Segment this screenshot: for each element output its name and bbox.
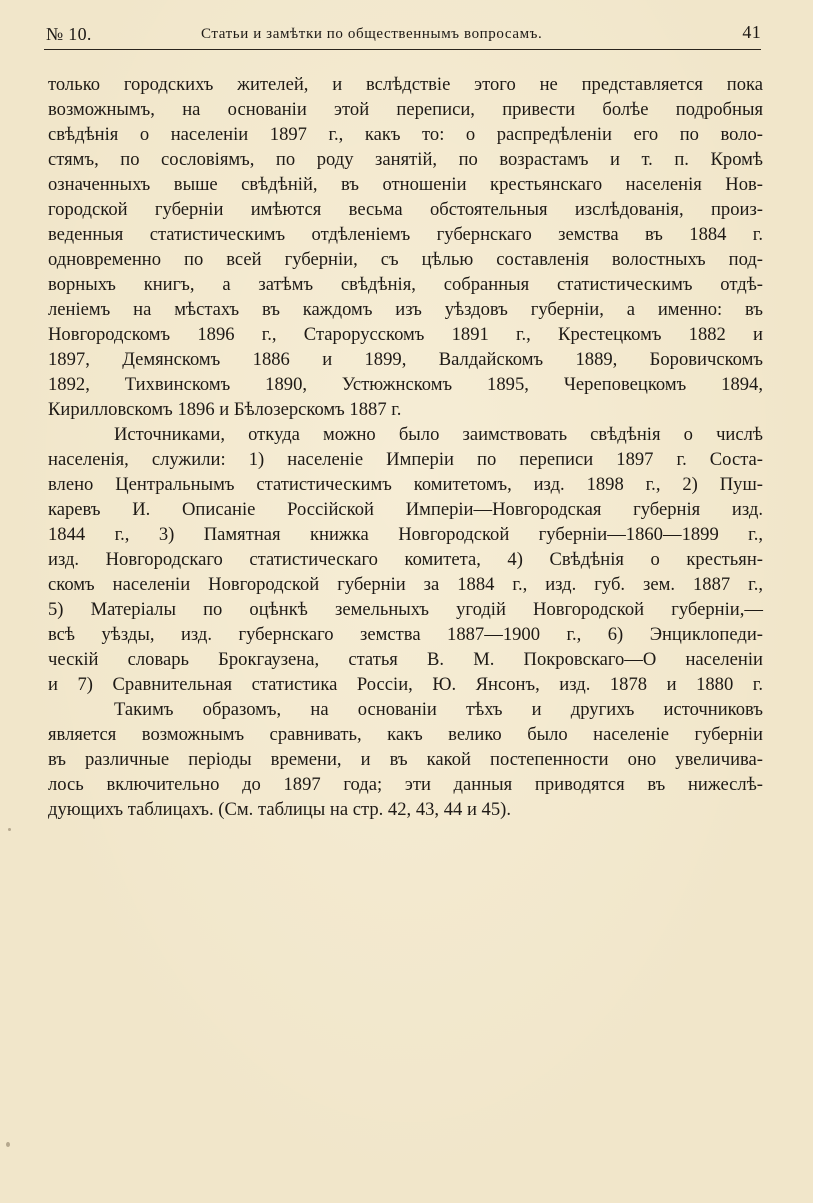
text-line: 1892, Тихвинскомъ 1890, Устюжнскомъ 1895, Череповецкомъ 1894, xyxy=(48,374,763,395)
text-line: всѣ уѣзды, изд. губернскаго земства 1887—1900 г., 6) Энциклопеди- xyxy=(48,624,763,645)
text-line: каревъ И. Описаніе Россійской Имперіи—Новгородская губернія изд. xyxy=(48,499,763,520)
text-line: ворныхъ книгъ, а затѣмъ свѣдѣнія, собранныя статистическимъ отдѣ- xyxy=(48,274,763,295)
paper-speck xyxy=(8,828,11,831)
text-line: свѣдѣнія о населеніи 1897 г., какъ то: о распредѣленіи его по воло- xyxy=(48,124,763,145)
paper-speck xyxy=(6,1142,10,1147)
issue-number: № 10. xyxy=(46,24,92,44)
text-line: веденныя статистическимъ отдѣленіемъ губернскаго земства въ 1884 г. xyxy=(48,224,763,245)
text-line: изд. Новгородскаго статистическаго комитета, 4) Свѣдѣнія о крестьян- xyxy=(48,549,763,570)
text-line: лось включительно до 1897 года; эти данныя приводятся въ нижеслѣ- xyxy=(48,774,763,795)
text-line: леніемъ на мѣстахъ въ каждомъ изъ уѣздовъ губерніи, а именно: въ xyxy=(48,299,763,320)
text-line: Такимъ образомъ, на основаніи тѣхъ и другихъ источниковъ xyxy=(114,699,763,720)
text-line: дующихъ таблицахъ. (См. таблицы на стр. 42, 43, 44 и 45). xyxy=(48,799,511,820)
text-line: въ различные періоды времени, и въ какой постепенности оно увеличива- xyxy=(48,749,763,770)
text-line: только городскихъ жителей, и вслѣдствіе этого не представляется пока xyxy=(48,74,763,95)
text-line: стямъ, по сословіямъ, по роду занятій, по возрастамъ и т. п. Кромѣ xyxy=(48,149,763,170)
header-rule xyxy=(44,49,761,50)
page-header xyxy=(46,22,761,48)
text-line: населенія, служили: 1) населеніе Имперіи по переписи 1897 г. Соста- xyxy=(48,449,763,470)
paragraph-1 xyxy=(48,72,763,422)
running-title: Статьи и замѣтки по общественнымъ вопросамъ. xyxy=(201,26,543,42)
text-line: Новгородскомъ 1896 г., Старорусскомъ 1891 г., Крестецкомъ 1882 и xyxy=(48,324,763,345)
text-line: и 7) Сравнительная статистика Россіи, Ю. Янсонъ, изд. 1878 и 1880 г. xyxy=(48,674,763,695)
text-line: Источниками, откуда можно было заимствовать свѣдѣнія о числѣ xyxy=(114,424,763,445)
paragraph-2 xyxy=(48,422,763,697)
text-line: скомъ населеніи Новгородской губерніи за 1884 г., изд. губ. зем. 1887 г., xyxy=(48,574,763,595)
body-text xyxy=(48,72,763,822)
text-line: означенныхъ выше свѣдѣній, въ отношеніи крестьянскаго населенія Нов- xyxy=(48,174,763,195)
text-line: возможнымъ, на основаніи этой переписи, привести болѣе подробныя xyxy=(48,99,763,120)
text-line: влено Центральнымъ статистическимъ комитетомъ, изд. 1898 г., 2) Пуш- xyxy=(48,474,763,495)
text-line: 1897, Демянскомъ 1886 и 1899, Валдайскомъ 1889, Боровичскомъ xyxy=(48,349,763,370)
paragraph-3 xyxy=(48,697,763,822)
page-number: 41 xyxy=(742,22,761,42)
text-line: городской губерніи имѣются весьма обстоятельныя изслѣдованія, произ- xyxy=(48,199,763,220)
text-line: ческій словарь Брокгаузена, статья В. М. Покровскаго—О населеніи xyxy=(48,649,763,670)
text-line: 5) Матеріалы по оцѣнкѣ земельныхъ угодій Новгородской губерніи,— xyxy=(48,599,763,620)
text-line: является возможнымъ сравнивать, какъ велико было населеніе губерніи xyxy=(48,724,763,745)
text-line: одновременно по всей губерніи, съ цѣлью составленія волостныхъ под- xyxy=(48,249,763,270)
text-line: 1844 г., 3) Памятная книжка Новгородской губерніи—1860—1899 г., xyxy=(48,524,763,545)
text-line: Кирилловскомъ 1896 и Бѣлозерскомъ 1887 г. xyxy=(48,399,402,420)
